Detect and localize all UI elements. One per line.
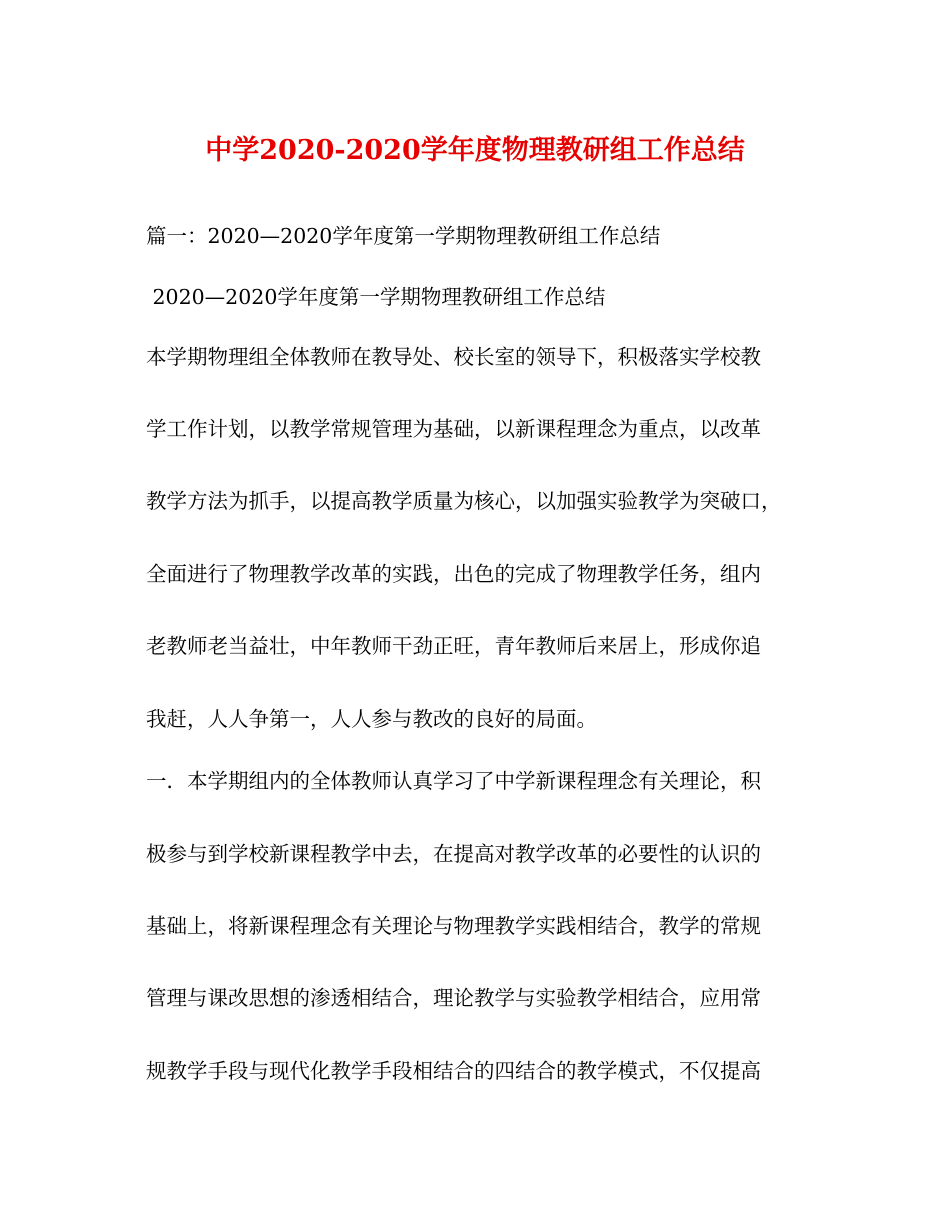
body-line: 极参与到学校新课程教学中去，在提高对教学改革的必要性的认识的 xyxy=(146,842,761,866)
body-line: 全面进行了物理教学改革的实践，出色的完成了物理教学任务，组内 xyxy=(146,562,761,586)
body-line: 教学方法为抓手，以提高教学质量为核心，以加强实验教学为突破口， xyxy=(146,489,782,513)
body-line: 学工作计划，以教学常规管理为基础，以新课程理念为重点，以改革 xyxy=(146,417,761,441)
section-heading: 篇一：2020—2020学年度第一学期物理教研组工作总结 xyxy=(146,224,661,248)
body-line: 老教师老当益壮，中年教师干劲正旺，青年教师后来居上，形成你追 xyxy=(146,634,761,658)
body-line: 本学期物理组全体教师在教导处、校长室的领导下，积极落实学校教 xyxy=(146,345,761,369)
document-title: 中学2020-2020学年度物理教研组工作总结 xyxy=(205,135,745,166)
body-line: 基础上，将新课程理念有关理论与物理教学实践相结合，教学的常规 xyxy=(146,914,761,938)
body-line: 管理与课改思想的渗透相结合，理论教学与实验教学相结合，应用常 xyxy=(146,986,761,1010)
body-line: 一．本学期组内的全体教师认真学习了中学新课程理念有关理论，积 xyxy=(146,769,761,793)
body-line: 我赶，人人争第一，人人参与教改的良好的局面。 xyxy=(146,707,597,731)
subheading: 2020—2020学年度第一学期物理教研组工作总结 xyxy=(146,285,606,309)
body-line: 规教学手段与现代化教学手段相结合的四结合的教学模式，不仅提高 xyxy=(146,1059,761,1083)
